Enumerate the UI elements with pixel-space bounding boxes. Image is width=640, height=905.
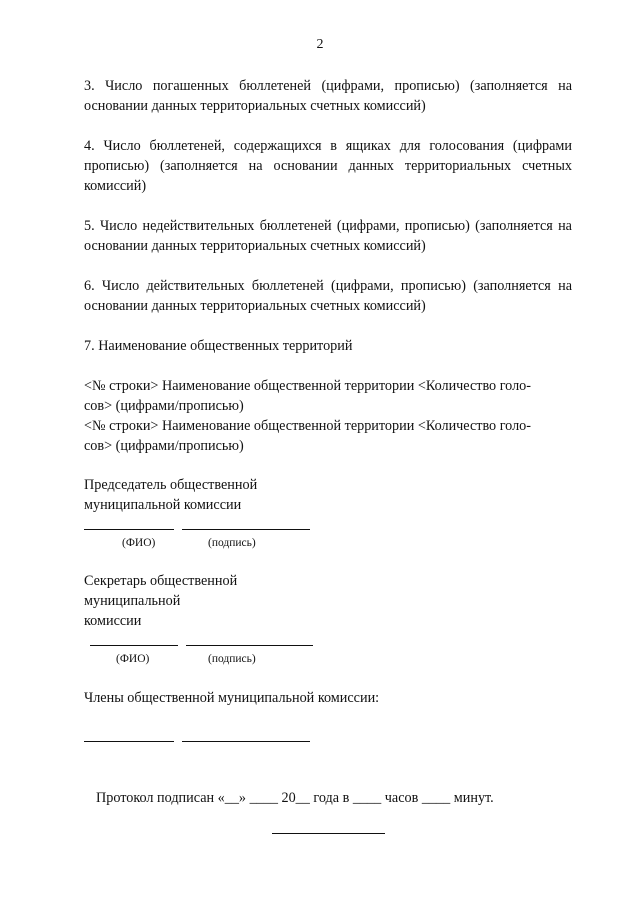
item-3-paragraph: 3. Число погашенных бюллетеней (цифрами, прописью) (заполняется на основании данных территориальных счетных комиссий) (84, 78, 572, 114)
chairman-title-line-2: муниципальной комиссии (84, 497, 242, 513)
territory-row-2-line-1: <№ строки> Наименование общественной территории <Количество голо- (84, 418, 531, 434)
secretary-signature-caption: (подпись) (208, 653, 256, 665)
secretary-fio-caption: (ФИО) (116, 653, 150, 665)
territory-row-2-line-2: сов> (цифрами/прописью) (84, 438, 244, 454)
chairman-fio-caption: (ФИО) (122, 537, 156, 549)
page-number: 2 (316, 37, 324, 52)
members-signature-blank (182, 741, 310, 742)
item-6-paragraph: 6. Число действительных бюллетеней (цифрами, прописью) (заполняется на основании данных территориальных счетных комиссий) (84, 278, 572, 314)
chairman-title-line-1: Председатель общественной (84, 477, 258, 493)
members-title: Члены общественной муниципальной комиссии: (84, 690, 380, 706)
protocol-signature-blank (272, 833, 385, 834)
secretary-title-line-1: Секретарь общественной (84, 573, 238, 589)
protocol-signed-line: Протокол подписан «__» ____ 20__ года в ____ часов ____ минут. (96, 790, 494, 806)
territory-row-1-line-2: сов> (цифрами/прописью) (84, 398, 244, 414)
secretary-fio-blank (90, 645, 178, 646)
item-4-paragraph: 4. Число бюллетеней, содержащихся в ящиках для голосования (цифрами прописью) (заполняется на основании данных территориальных счетных комиссий) (84, 138, 572, 194)
item-5-paragraph: 5. Число недействительных бюллетеней (цифрами, прописью) (заполняется на основании данных территориальных счетных комиссий) (84, 218, 572, 254)
members-fio-blank (84, 741, 174, 742)
chairman-fio-blank (84, 529, 174, 530)
chairman-signature-caption: (подпись) (208, 537, 256, 549)
secretary-title-line-3: комиссии (84, 613, 142, 629)
secretary-title-line-2: муниципальной (84, 593, 181, 609)
secretary-signature-blank (186, 645, 313, 646)
territory-row-1-line-1: <№ строки> Наименование общественной территории <Количество голо- (84, 378, 531, 394)
item-7-heading: 7. Наименование общественных территорий (84, 338, 353, 354)
chairman-signature-blank (182, 529, 310, 530)
